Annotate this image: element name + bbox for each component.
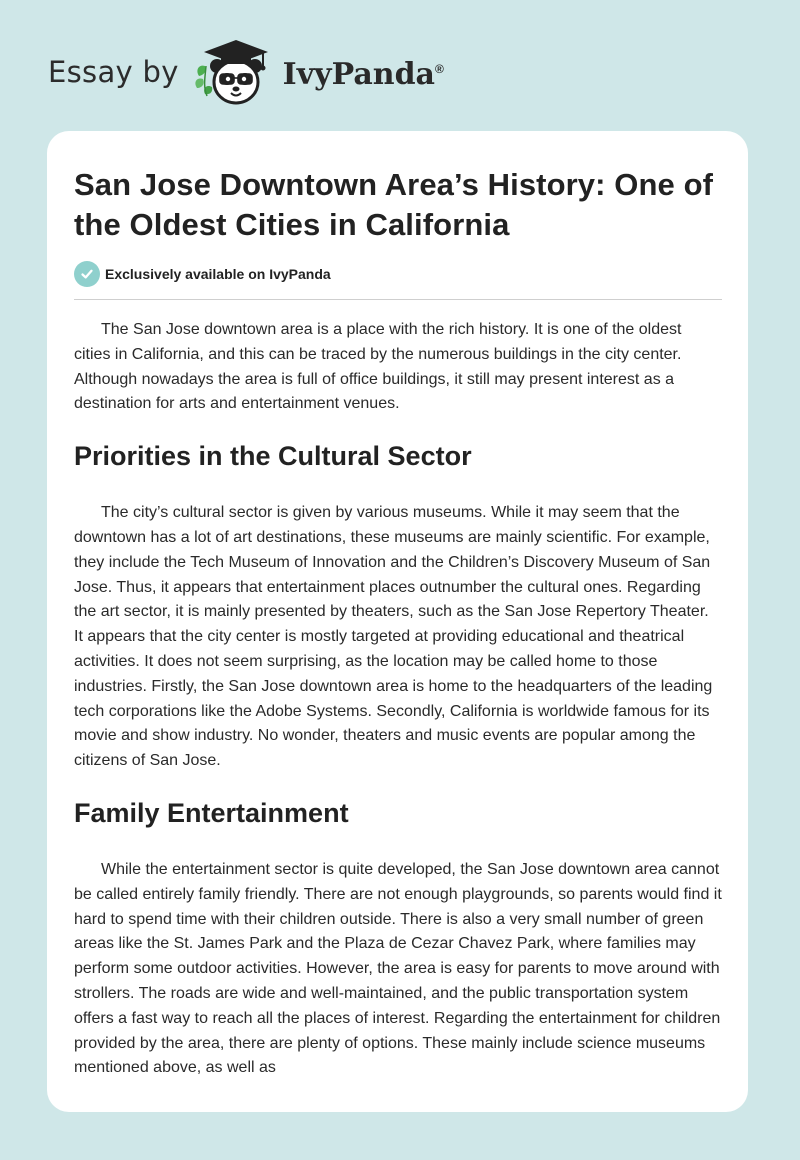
section-heading-cultural: Priorities in the Cultural Sector [74, 441, 472, 472]
brand-prefix: Essay by [48, 55, 179, 89]
panda-graduate-icon [193, 36, 283, 108]
essay-card [47, 131, 748, 1112]
intro-paragraph: The San Jose downtown area is a place with the rich history. It is one of the oldest cities in California, and this can be traced by the numerous buildings in the city center. Although nowadays the area is full of office buildings, it still may present interest as a destination for arts and entertainment venues. [74, 321, 682, 413]
page-title: San Jose Downtown Area’s History: One of the Oldest Cities in California [74, 167, 714, 242]
check-icon [74, 261, 100, 287]
section-paragraph-family: While the entertainment sector is quite developed, the San Jose downtown area cannot be called entirely family friendly. There are not enough playgrounds, so parents would find it hard to spend time with their children outside. There is also a very small number of green areas like the St. James Park and the Plaza de Cezar Chavez Park, where families may perform some outdoor activities. However, the area is easy for parents to move around with strollers. The roads are wide and well-maintained, and the public transportation system offers a fast way to reach all the places of interest. Regarding the entertainment for children provided by the area, there are plenty of options. These mainly include science museums mentioned above, as well as [74, 860, 722, 1077]
section-heading-family: Family Entertainment [74, 797, 349, 828]
exclusive-badge [74, 261, 722, 287]
section-paragraph-cultural: The city’s cultural sector is given by various museums. While it may seem that the downtown has a lot of art destinations, these museums are mainly scientific. For example, they include the Tech Museum of Innovation and the Children’s Discovery Museum of San Jose. Thus, it appears that entertainment places outnumber the cultural ones. Regarding the art sector, it is mainly presented by theaters, such as the San Jose Repertory Theater. It appears that the city center is mostly targeted at providing educational and theatrical activities. It does not seem surprising, as the location may be called home to those industries. Firstly, the San Jose downtown area is home to the headquarters of the leading tech corporations like the Adobe Systems. Secondly, California is worldwide famous for its movie and show industry. No wonder, theaters and music events are popular among the citizens of San Jose. [74, 504, 713, 770]
registered-mark: ® [435, 61, 444, 76]
exclusive-label: Exclusively available on IvyPanda [105, 266, 331, 282]
brand-name: IvyPanda® [282, 56, 444, 92]
divider [74, 299, 722, 300]
brand-header [48, 36, 444, 108]
